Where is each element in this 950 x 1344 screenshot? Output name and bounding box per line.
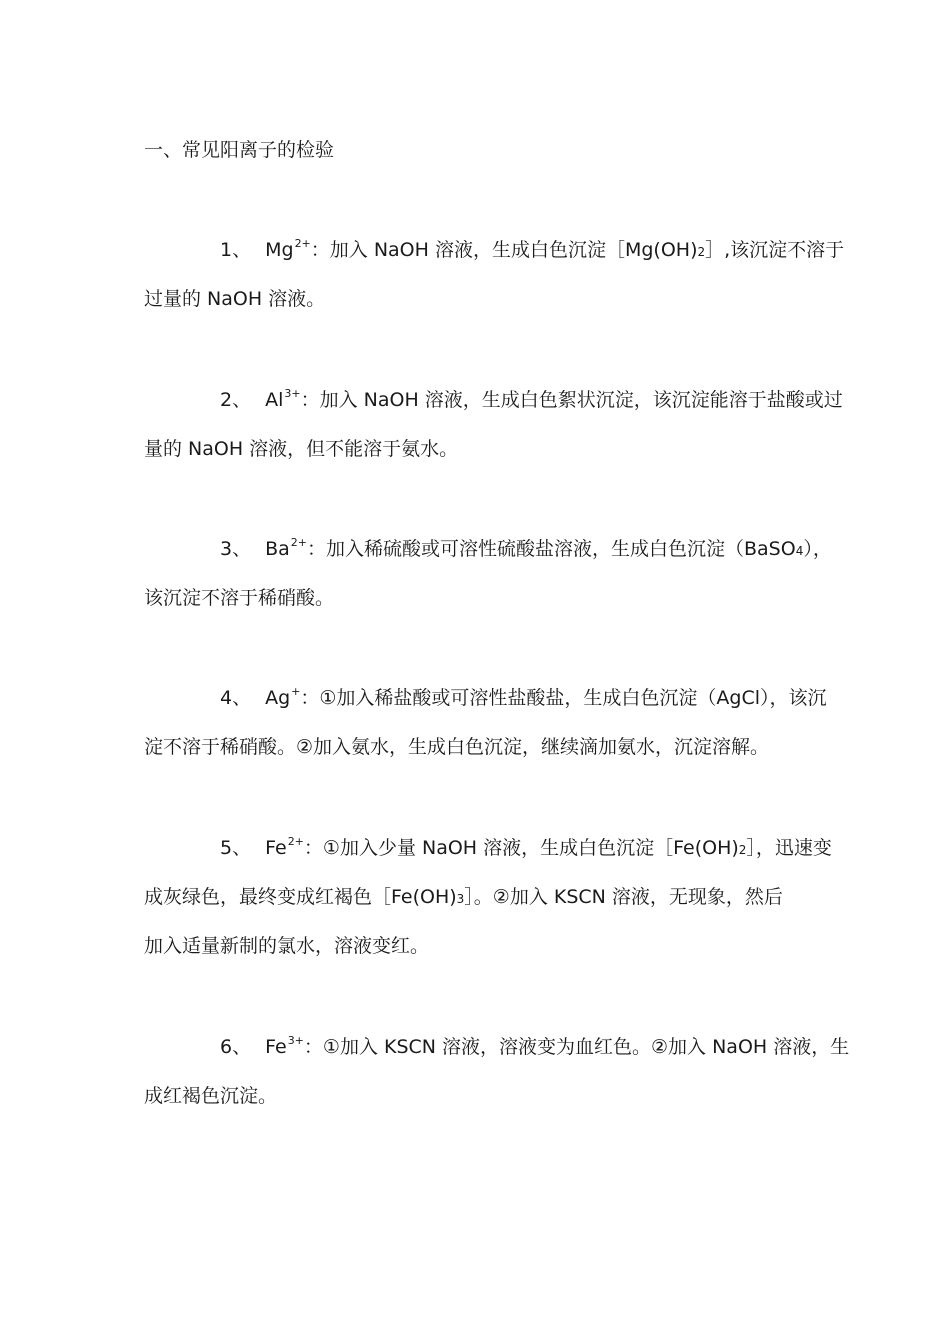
ion-charge: 2+ (294, 237, 311, 250)
ion-charge: 3+ (287, 1034, 304, 1047)
ion-charge: 2+ (290, 536, 307, 549)
item-number: 1、 (220, 239, 252, 261)
item-line (144, 425, 806, 474)
item-text: ］,该沉淀不溶于 (705, 239, 845, 261)
item-line (144, 674, 827, 723)
item-text: ：①加入稀盐酸或可溶性盐酸盐，生成白色沉淀（AgCl），该沉 (300, 687, 827, 709)
item-text: ］，迅速变 (746, 837, 832, 859)
ion-charge: + (291, 685, 301, 698)
section-heading: 一、常见阳离子的检验 (144, 139, 335, 161)
item-text: ）， (803, 538, 832, 560)
ion-symbol: Fe (265, 837, 287, 859)
ion-symbol: Fe (265, 1036, 287, 1058)
cation-test-item (144, 824, 832, 971)
subscript: 3 (456, 892, 465, 906)
item-text: ：加入稀硫酸或可溶性硫酸盐溶液，生成白色沉淀（BaSO (307, 538, 796, 560)
item-text: ］。②加入 KSCN 溶液，无现象，然后 (464, 886, 783, 908)
cation-test-item (144, 674, 827, 772)
item-line (144, 922, 806, 971)
cation-test-item (144, 226, 845, 324)
item-line (144, 275, 806, 324)
subscript: 2 (738, 843, 747, 857)
item-line (144, 525, 832, 574)
item-line (144, 824, 832, 873)
ion-charge: 3+ (284, 387, 301, 400)
item-number: 5、 (220, 837, 252, 859)
subscript: 4 (795, 544, 804, 558)
ion-symbol: Mg (265, 239, 294, 261)
item-text: 加入适量新制的氯水，溶液变红。 (144, 935, 430, 957)
item-line (144, 723, 806, 772)
item-number: 4、 (220, 687, 252, 709)
item-text: 淀不溶于稀硝酸。②加入氨水，生成白色沉淀，继续滴加氨水，沉淀溶解。 (144, 736, 770, 758)
ion-symbol: Ba (265, 538, 290, 560)
subscript: 2 (697, 245, 706, 259)
cation-test-item (144, 376, 843, 474)
ion-symbol: Ag (265, 687, 291, 709)
item-text: 过量的 NaOH 溶液。 (144, 288, 326, 310)
cation-test-item (144, 1023, 850, 1121)
item-line (144, 574, 806, 623)
item-number: 2、 (220, 389, 252, 411)
item-text: ：①加入少量 NaOH 溶液，生成白色沉淀［Fe(OH) (303, 837, 739, 859)
item-text: ：加入 NaOH 溶液，生成白色沉淀［Mg(OH) (310, 239, 698, 261)
ion-symbol: Al (265, 389, 284, 411)
item-text: 成灰绿色，最终变成红褐色［Fe(OH) (144, 886, 457, 908)
item-line (144, 1072, 806, 1121)
item-text: ：加入 NaOH 溶液，生成白色絮状沉淀，该沉淀能溶于盐酸或过 (300, 389, 843, 411)
item-line (144, 376, 843, 425)
item-text: 量的 NaOH 溶液，但不能溶于氨水。 (144, 438, 459, 460)
item-text: 该沉淀不溶于稀硝酸。 (144, 587, 335, 609)
item-number: 3、 (220, 538, 252, 560)
ion-charge: 2+ (287, 835, 304, 848)
item-number: 6、 (220, 1036, 252, 1058)
item-line (144, 1023, 850, 1072)
item-text: ：①加入 KSCN 溶液，溶液变为血红色。②加入 NaOH 溶液，生 (303, 1036, 850, 1058)
item-text: 成红褐色沉淀。 (144, 1085, 278, 1107)
item-line (144, 873, 806, 922)
item-line (144, 226, 845, 275)
cation-test-item (144, 525, 832, 623)
